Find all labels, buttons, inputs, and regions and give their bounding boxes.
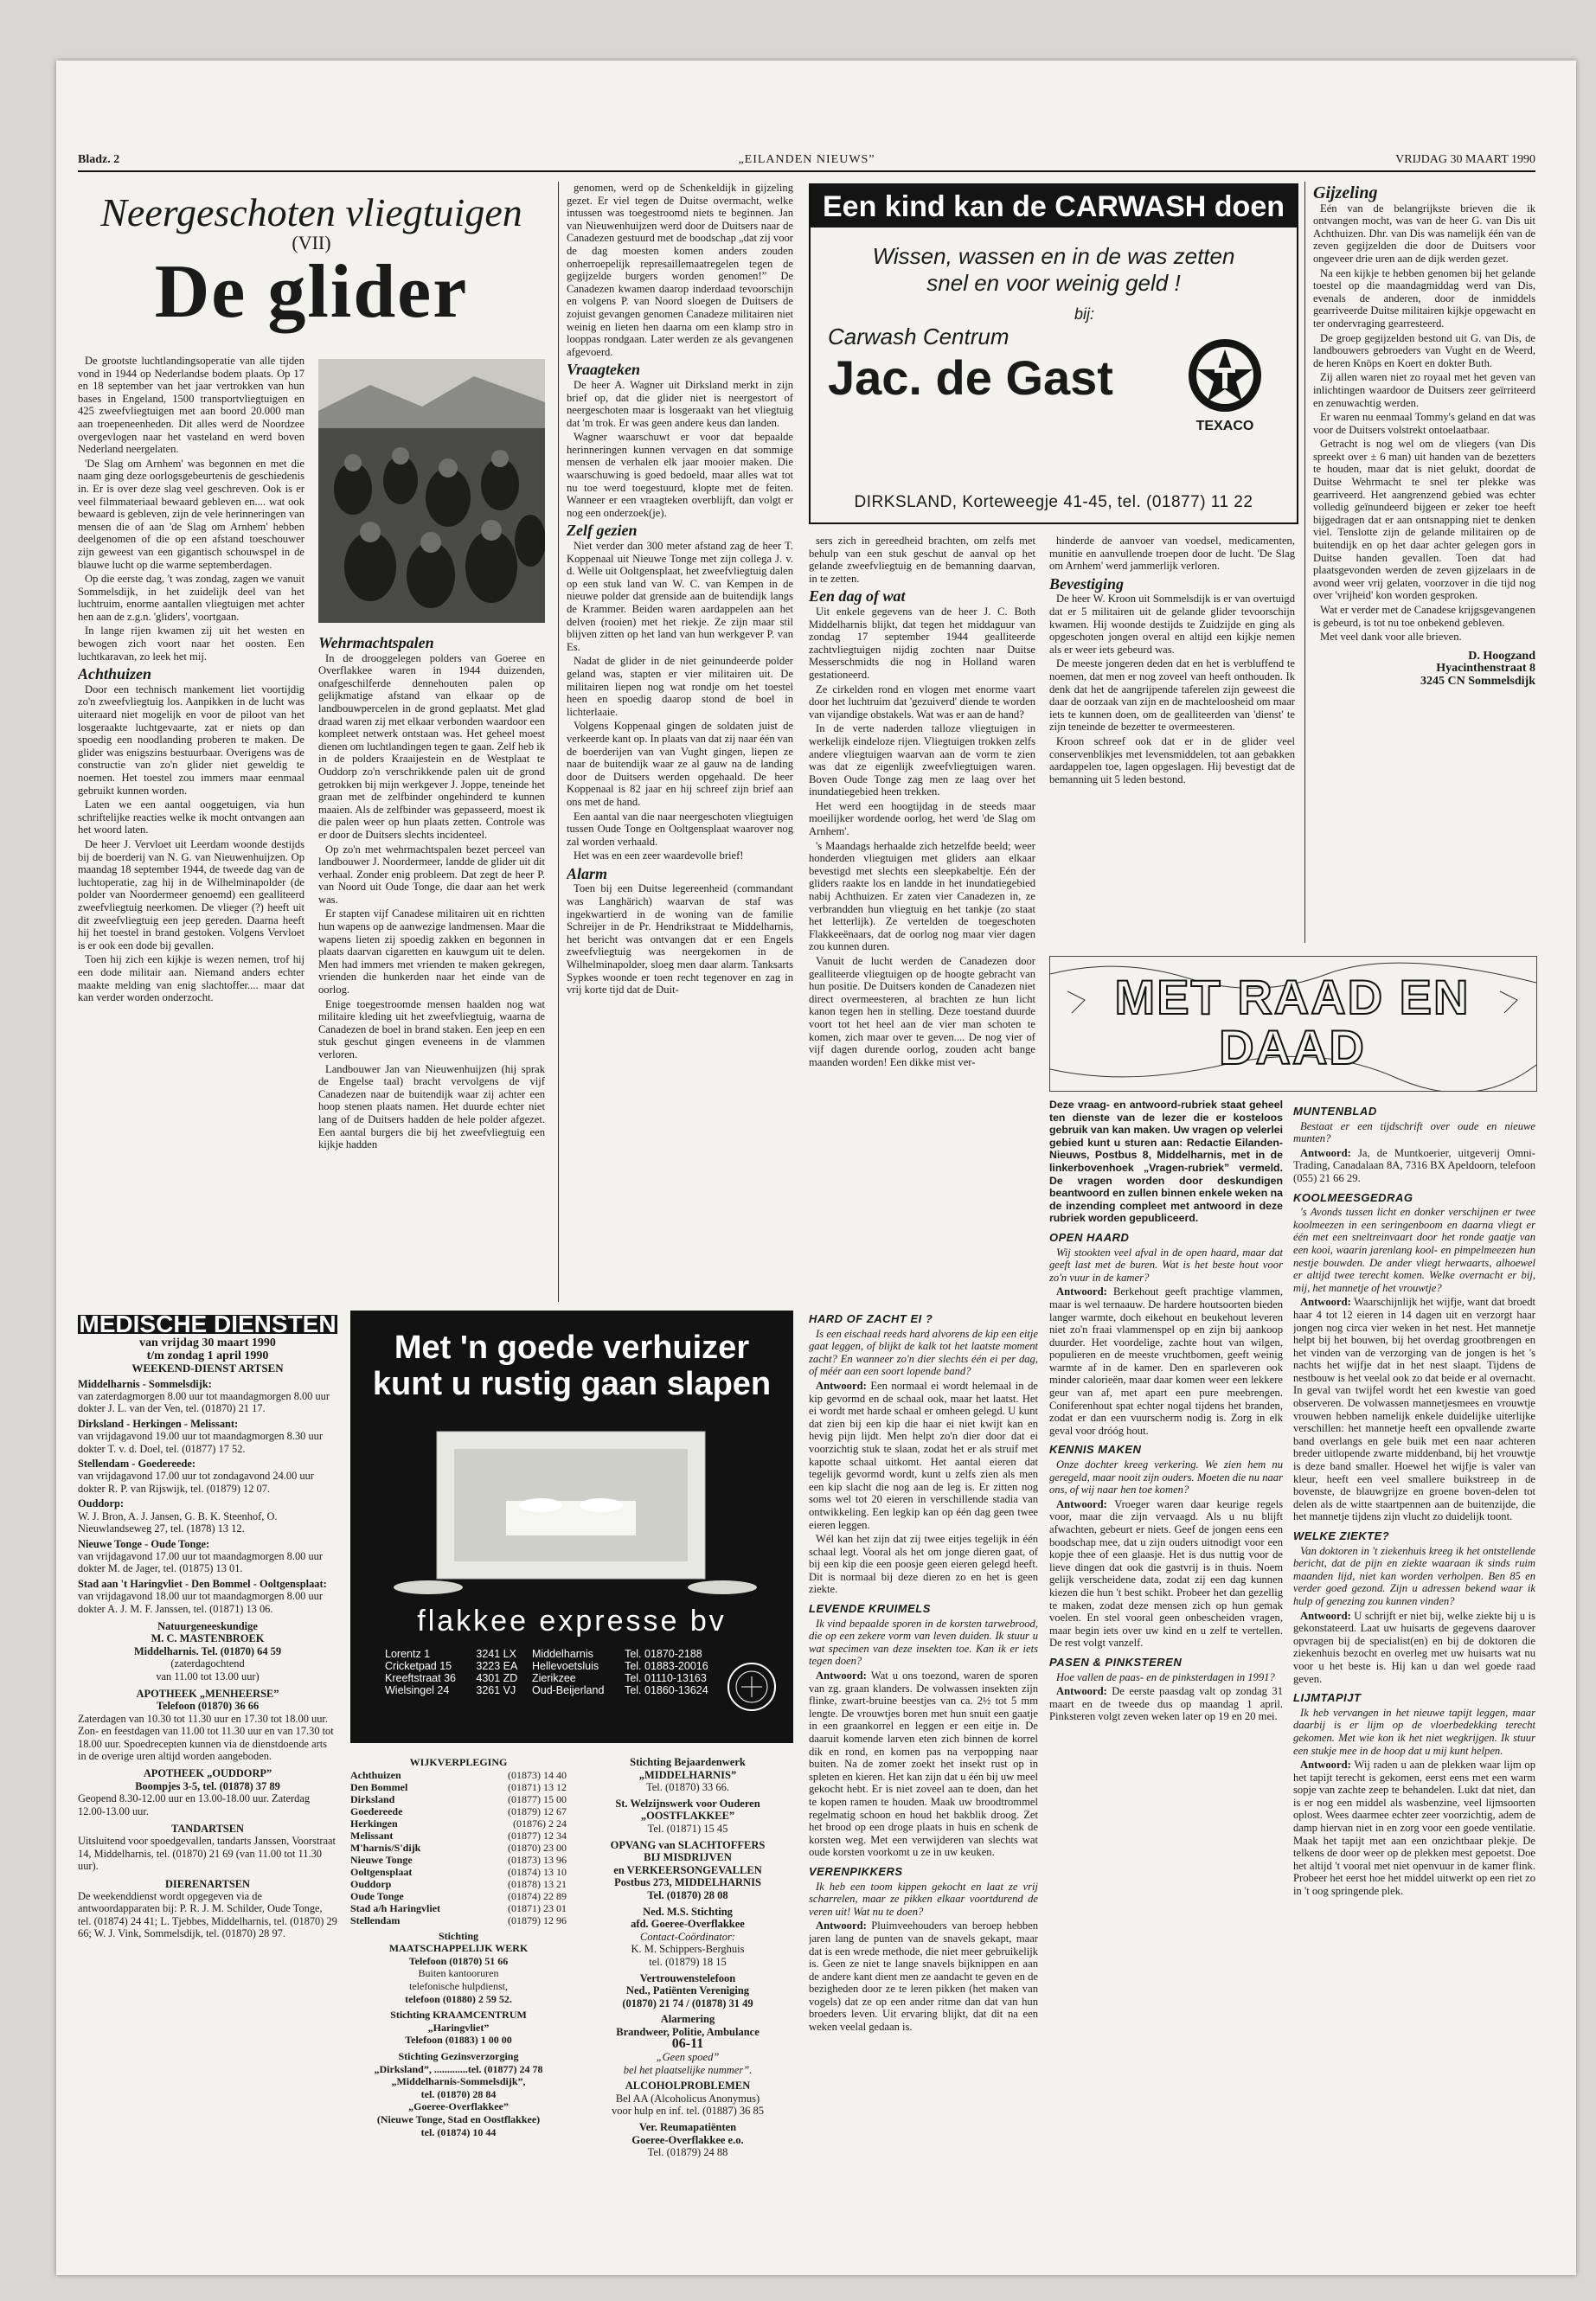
- vt-h12: Ned., Patiënten Vereniging: [625, 1984, 750, 1997]
- hulpdiensten: [580, 1756, 796, 2159]
- tandartsen-desc: Uitsluitend voor spoedgevallen, tandarts Janssen, Voorstraat 14, Middelharnis, tel. (01870) 21 69 (van 11.00 tot 11.30 uur).: [78, 1835, 336, 1873]
- qa-question: Hoe vallen de paas- en de pinksterdagen in 1991?: [1056, 1670, 1275, 1683]
- natuur-name: M. C. MASTENBROEK: [151, 1632, 265, 1645]
- verhuizer-address-cell: Tel. 01883-20016: [625, 1660, 708, 1672]
- qa-heading: LEVENDE KRUIMELS: [809, 1602, 931, 1616]
- verhuizer-ad: [350, 1311, 793, 1743]
- qa-heading: LIJMTAPIJT: [1293, 1691, 1362, 1705]
- wijk-place: Den Bommel: [350, 1780, 408, 1793]
- ms-h9: Ned. M.S. Stichting: [643, 1905, 733, 1918]
- qa-answer: Pluimveehouders van beroep hebben jaren lang de punten van de snavels gekapt, maar dat is een wrede methode, die niet meer gebruikelijk is. Geen ze niet te lange snavels bijknippen en aan de andere kant dient men ze aandacht te geven en de bezigheden door ze te leren pikken (het maken van vogels) dat ze op een ander ritme dan dat van hun broeders leven. Uit ervaring blijkt, dat dit na een weken veelal gedaan is.: [809, 1920, 1038, 2034]
- apotheek1-desc: Zaterdagen van 10.30 tot 11.30 uur en 17.30 tot 18.00 uur. Zon- en feestdagen van 11.00 tot 11.30 uur en van 17.30 tot 18.00 uur. Spoedrecepten kunnen via de dienstdoende arts in de overige uren altijd worden aangeboden.: [78, 1712, 334, 1762]
- raad-intro: Deze vraag- en antwoord-rubriek staat geheel ten dienste van de lezer die er kosteloos gebruik van kan maken. Uw vragen op velerlei gebied kunt u sturen aan: Redactie Eilanden-Nieuws, Postbus 8, Middelharnis, met in de linkerbovenhoek „Vragen-rubriek” vermeld. De vragen worden door deskundigen beantwoord en zullen binnen enkele weken na de inzending compleet met antwoord in deze rubriek worden gepubliceerd.: [1049, 1099, 1283, 1225]
- paratroopers-photo: [318, 359, 545, 623]
- article-paragraph: Een aantal van die naar neergeschoten vliegtuigen tussen Oude Tonge en Ooltgensplaat waarover nog zal worden verhaald.: [567, 810, 793, 848]
- kraam-name: „Haringvliet”: [427, 2021, 490, 2034]
- carwash-address: DIRKSLAND, Korteweegje 41-45, tel. (01877) 11 22: [854, 493, 1253, 511]
- wijk-phone: (01878) 13 21: [508, 1877, 567, 1890]
- article-part: (VII): [292, 232, 331, 253]
- wijk-row: [350, 1781, 567, 1793]
- maat-d3: telefoon (01880) 2 59 52.: [405, 1992, 512, 2005]
- wijk-phone: (01874) 13 10: [508, 1865, 567, 1878]
- article-paragraph: Vanuit de lucht werden de Canadezen door gealliteerde vliegtuigen op de hoogte gebracht van hun positie. De Duitsers konden de Canadezen niet direct overmeesteren, al brachten ze hun licht kanon tegen hen in stelling. Deze toestand duurde voort tot het heel aan de vier man schoten te komen, zich maar over te geven.... De nog vier of vijf dagen durende oorlog, zouden acht bange maanden worden! Een dikke mist ver-: [809, 955, 1035, 1068]
- article-paragraph: Door een technisch mankement liet voortijdig zo'n zweefvliegtuig los. Aanpikken in de lucht was uiteraard niet mogelijk en voor de piloot van het losgeraakte luchtgevaarte, zat er niets op dan spoedig een noodlanding proberen te maken. De glider was enigszins bestuurbaar. Overigens was de constructie van zo'n glider niet geweldig te noemen. Het toestel zou immers maar eenmaal gebruikt kunnen worden.: [78, 683, 304, 797]
- carwash-headline: Een kind kan de CARWASH doen: [811, 185, 1297, 228]
- article-paragraph: Op zo'n met wehrmachtspalen bezet perceel van landbouwer J. Noordermeer, landde de glider uit dit verhaal. Zonder enig probleem. Dat zegt de heer P. van Noord uit Oude Tonge, die daar aan het werk was.: [318, 843, 545, 906]
- gezins-m: „Middelharnis-Sommelsdijk”,: [391, 2075, 526, 2088]
- subhead-alarm: Alarm: [567, 864, 608, 882]
- wijk-phone: (01877) 12 34: [508, 1829, 567, 1842]
- wijk-phone: (01871) 23 01: [508, 1901, 567, 1914]
- subhead-wehrmacht: Wehrmachtspalen: [318, 634, 434, 651]
- verhuizer-address-cell: Tel. 01870-2188: [625, 1648, 702, 1660]
- ms-t4: tel. (01879) 18 15: [649, 1955, 727, 1968]
- dierenartsen-desc: De weekenddienst wordt opgegeven via de antwoordapparaten bij: P. R. J. M. Schilder, Oude Tonge, tel. (01874) 24 41; L. Tjebbes, Middelharnis, tel. (01870) 29 66; W. J. Vink, Sommelsdijk, tel. (01870) 28 97.: [78, 1890, 337, 1940]
- qa-answer-label: Antwoord:: [1056, 1497, 1115, 1510]
- verhuizer-address-cell: Wielsingel 24: [385, 1684, 450, 1696]
- gezins-d: „Dirksland”, .............tel. (01877) 24 78: [374, 2062, 543, 2075]
- alc-a2: voor hulp en inf. tel. (01887) 36 85: [611, 2105, 764, 2118]
- article-paragraph: In de verte naderden talloze vliegtuigen in werkelijk eindeloze rijen. Vliegtuigen trokken zelfs andere vliegtuigen waarvan aan de vorm te zien was dat ze eigenlijk zweefvliegtuigen waren. Boven Oude Tonge zag men ze laag over het inundatiegebied heen trekken.: [809, 722, 1035, 798]
- natuur-h: Natuurgeneeskundige: [157, 1619, 258, 1632]
- kraam-h: Stichting KRAAMCENTRUM: [390, 2009, 527, 2022]
- gijzeling-title: Gijzeling: [1313, 183, 1378, 202]
- opvang-h5: OPVANG van SLACHTOFFERS: [610, 1838, 766, 1851]
- vt-t5: (01870) 21 74 / (01878) 31 49: [622, 1997, 753, 2009]
- qa-answer-paragraph: [809, 1670, 1038, 1859]
- qa-question: Ik vind bepaalde sporen in de korsten tarwebrood, die op een zekere vorm van leven duiden. Ik stuur u wat specimen van deze insekten toe. Kan ik er iets tegen doen?: [809, 1617, 1038, 1668]
- qa-question: Wij stookten veel afval in de open haard, maar dat geeft last met de buren. Wat is het beste hout voor zo'n vuur in de kamer?: [1049, 1246, 1283, 1284]
- header-rule: [78, 170, 1535, 172]
- wijk-row: [350, 1793, 567, 1805]
- verhuizer-address-row: [385, 1672, 731, 1684]
- alc-h16: ALCOHOLPROBLEMEN: [625, 2080, 751, 2093]
- bejaard-h4: „OOSTFLAKKEE”: [640, 1810, 735, 1823]
- column-rule: [558, 182, 559, 1302]
- qa-heading: HARD OF ZACHT EI ?: [809, 1312, 933, 1325]
- article-paragraph: Er stapten vijf Canadese militairen uit en richtten hun wapens op de aanwezige landmensen. Maar die wapens lieten zij spoedig zakken en begonnen in plaats daarvan cigaretten en kauwgum uit te delen. Men had immers met vrienden te maken gekregen, vrienden die hunkerden naar het einde van de oorlog.: [318, 907, 545, 997]
- article-paragraph: Enige toegestroomde mensen haalden nog wat militaire kleding uit het zweefvliegtuig, waarna de Canadezen de boel in brand staken. Een jeep en een stuk geschut gingen eveneens in de vlammen verloren.: [318, 997, 545, 1061]
- med-entry-text: van vrijdagavond 18.00 uur tot maandagmorgen 8.00 uur dokter A. J. M. F. Janssen, tel. (01871) 13 06.: [78, 1590, 323, 1615]
- medische-diensten: [78, 1311, 337, 2245]
- raad-logo-text: MET RAAD EN DAAD: [1114, 970, 1471, 1074]
- qa-answer-label: Antwoord:: [1300, 1609, 1355, 1622]
- qa-question: Onze dochter kreeg verkering. We zien hem nu geregeld, maar nooit zijn ouders. Moeten die nu naar ons, of wij naar hen toe komen?: [1049, 1458, 1283, 1497]
- column-rule-2: [1304, 182, 1305, 943]
- qa-question: Is een eischaal reeds hard alvorens de kip een eitje gaat leggen, of blijkt de kalk tot het laatste moment zacht? En wanneer zo'n dier slechts één ei per dag, of méér aan een soort lopende band?: [809, 1327, 1038, 1378]
- article-paragraph: De grootste luchtlandingsoperatie van alle tijden vond in 1944 op Nederlandse bodem plaats. Op 17 en 18 september van het jaar vertrokken van hun bases in Engeland, 1500 transportvliegtuigen en 425 zweefvliegtuigen met aan boord 20.000 man aan troepeneenheden. Dit alles werd de Noordzee overgevlogen naar het vasteland en werd boven Nederland neergelaten.: [78, 355, 304, 456]
- article-paragraph: Ze cirkelden rond en vlogen met enorme vaart door het luchtruim dat 'gezuiverd' diende te worden van vijandige obstakels. Wat was er aan de hand?: [809, 683, 1035, 721]
- article-paragraph: Het werd een hoogtijdag in de steeds maar moeilijker wordende oorlog, het werd 'de Slag om Arnhem'.: [809, 799, 1035, 838]
- qa-answer: U schrijft er niet bij, welke ziekte bij u is gekonstateerd. Laat uw huisarts de gegevens daarover opvragen bij de specialist(en) en bij de doktoren die ziekenhuis bezocht en overleg met uw huisarts wat nu voor u het beste is. Hij kan u dan wel goede raad geven.: [1293, 1609, 1535, 1685]
- issue-date: VRIJDAG 30 MAART 1990: [1395, 153, 1535, 166]
- subhead-zelf-gezien: Zelf gezien: [567, 522, 638, 540]
- dierenartsen-h: DIERENARTSEN: [164, 1877, 251, 1890]
- qa-answer-paragraph: [809, 1380, 1038, 1531]
- verhuizer-address-row: [385, 1648, 731, 1660]
- apotheek2-h: APOTHEEK „OUDDORP”: [143, 1767, 272, 1780]
- wijk-row: [350, 1817, 567, 1830]
- qa-question: Ik heb een toom kippen gekocht en laat ze vrij scharrelen, maar ze pikken elkaar voortdurend de veren uit! Wat nu te doen?: [809, 1880, 1038, 1918]
- reuma-h18: Goeree-Overflakkee e.o.: [631, 2133, 744, 2146]
- gezins-h: Stichting Gezinsverzorging: [398, 2049, 519, 2062]
- qa-answer-label: Antwoord:: [1300, 1296, 1355, 1309]
- qa-answer-label: Antwoord:: [1056, 1285, 1113, 1298]
- medische-date-2: t/m zondag 1 april 1990: [146, 1349, 269, 1362]
- ms-c1: Contact-Coördinator:: [640, 1930, 735, 1943]
- qa-answer-paragraph: [1293, 1296, 1535, 1523]
- wijk-row: [350, 1914, 567, 1926]
- natuur-tel: Middelharnis. Tel. (01870) 64 59: [133, 1644, 282, 1657]
- wijk-phone: (01874) 22 89: [508, 1889, 567, 1902]
- carwash-ad: [809, 183, 1298, 524]
- reuma-h17: Ver. Reumapatiënten: [638, 2121, 737, 2134]
- article-paragraph: Landbouwer Jan van Nieuwenhuijzen (hij sprak de Engelse taal) bracht vervolgens de vijf Canadezen naar de buitendijk waar zij achter een hoop stenen plaats namen. Het duurde echter niet lang of de Duitsers hadden de hele polder afgezet. Een aantal burgers die bij het zweefvliegtuig een kijkje hadden: [318, 1062, 545, 1151]
- wijk-place: Stad a/h Haringvliet: [350, 1901, 441, 1914]
- natuur-u: van 11.00 tot 13.00 uur): [156, 1670, 260, 1682]
- article-paragraph: 's Maandags herhaalde zich hetzelfde beeld; weer honderden vliegtuigen met gliders aan elkaar bevestigd met slechts een sleepkabeltje. Eén der gliders raakte los en landde in het inundatiegebied nabij Achthuizen. Er zaten vier Canadezen in, ze verbrandden hun vliegtuig en het tankje (zo staat het letterlijk). Ze vertelden de toegeschoten Flakkeeënaars, dat de oorlog nog maar vier dagen zou kunnen duren.: [809, 839, 1035, 953]
- wijk-place: Goedereede: [350, 1804, 403, 1817]
- wijk-place: Nieuwe Tonge: [350, 1853, 413, 1866]
- article-paragraph: De heer A. Wagner uit Dirksland merkt in zijn brief op, dat die glider niet is neergestort of neergeschoten maar is losgeraakt van het vliegtuig dat 'm trok. Er was geen andere keus dan landen.: [567, 378, 793, 429]
- apotheek2-desc: Geopend 8.30-12.00 uur en 13.00-18.00 uur. Zaterdag 12.00-13.00 uur.: [78, 1792, 311, 1817]
- wijk-place: Ouddorp: [350, 1877, 392, 1890]
- gijzeling-paragraph: Zij allen waren niet zo royaal met het geven van inlichtingen waardoor de Duitsers zeer geïrriteerd en zenuwachtig werden.: [1313, 371, 1535, 409]
- gijzeling-column: [1313, 182, 1535, 943]
- qa-answer-paragraph: [1049, 1685, 1283, 1723]
- wijk-phone: (01870) 23 00: [508, 1841, 567, 1854]
- qa-answer-label: Antwoord:: [1300, 1759, 1355, 1772]
- maat-h: Stichting: [438, 1929, 478, 1942]
- texaco-brand: TEXACO: [1195, 419, 1254, 433]
- verhuizer-address-cell: 3261 VJ: [476, 1684, 516, 1696]
- natuur-s: (zaterdagochtend: [170, 1657, 245, 1670]
- alarm-q1: „Geen spoed”: [656, 2051, 720, 2064]
- wijk-place: Stellendam: [350, 1913, 401, 1926]
- wijk-phone: (01871) 13 12: [508, 1780, 567, 1793]
- qa-answer: De eerste paasdag valt op zondag 31 maart en de tweede dus op maandag 1 april. Pinksteren volgt zeven weken later op 19 en 20 mei.: [1049, 1685, 1283, 1723]
- maat-name: MAATSCHAPPELIJK WERK: [388, 1942, 529, 1955]
- verhuizer-address-cell: Tel. 01860-13624: [625, 1684, 708, 1696]
- alarm-h13: Alarmering: [660, 2013, 715, 2026]
- gijzeling-paragraph: De groep gegijzelden bestond uit G. van Dis, de landbouwers gebroeders van Vught en de Weerd, de heren Knöps en Koert en dokter Buth.: [1313, 331, 1535, 369]
- article-col-4: [809, 535, 1035, 1300]
- subhead-achthuizen: Achthuizen: [78, 665, 152, 683]
- carwash-bij: bij:: [1074, 305, 1095, 323]
- ms-c2: K. M. Schippers-Berghuis: [631, 1943, 745, 1956]
- bejaard-t2: Tel. (01871) 15 45: [647, 1822, 728, 1835]
- wijk-phone: (01879) 12 96: [508, 1913, 567, 1926]
- opvang-t3: Tel. (01870) 28 08: [647, 1888, 728, 1901]
- qa-answer: Wij raden u aan de plekken waar lijm op het tapijt terecht is gekomen, eerst eens met een warm sopje van zachte zeep te behandelen. Lukt dat niet, dan is er nog een middel als wasbenzine, veel lijmsoorten oplost. Wees daarmee echter zeer voorzichtig, adem de damp hiervan niet in en zorg voor een goede ventilatie. Maak het tapijt met aan een onzichtbaar plekje. De telkens de door weer op de plekken mest gepoetst. Doe het altijd 't vooral met niet openvuur in de kamer flink. Probeer het eerst hoe het middel uitwerkt op een riet zo in 't oog springende plek.: [1293, 1759, 1535, 1898]
- article-col-3: [567, 182, 793, 1302]
- qa-heading: MUNTENBLAD: [1293, 1105, 1377, 1118]
- kraam-tel: Telefoon (01883) 1 00 00: [405, 2034, 512, 2047]
- article-col-1: [78, 355, 304, 1298]
- qa-heading: PASEN & PINKSTEREN: [1049, 1655, 1183, 1669]
- carwash-tagline-1: Wissen, wassen en in de was zetten: [872, 243, 1235, 269]
- wijk-phone: (01879) 12 67: [508, 1804, 567, 1817]
- wijkverpleging: [350, 1756, 567, 2138]
- carwash-tagline-2: snel en voor weinig geld !: [926, 270, 1181, 296]
- article-col-2: [318, 631, 545, 1298]
- article-paragraph: Wagner waarschuwt er voor dat bepaalde herinneringen kunnen vervagen en dat sommige mensen de verhalen elk jaar mooier maken. Die waarschuwing is goed bedoeld, maar alles wat tot nu toe werd toegestuurd, klopte met de feiten. Wanneer er een vraagteken overblijft, dan volgt er nog een onderzoek(je).: [567, 431, 793, 519]
- vt-h11: Vertrouwenstelefoon: [639, 1971, 736, 1984]
- wijk-place: M'harnis/S'dijk: [350, 1841, 421, 1854]
- article-title: Neergeschoten vliegtuigen: [100, 190, 522, 234]
- reuma-t6: Tel. (01879) 24 88: [647, 2146, 728, 2159]
- article-paragraph: In lange rijen kwamen zij uit het westen en bewogen zich voort naar het oosten. Een luchtkaravan, zo leek het mij.: [78, 625, 304, 663]
- apotheek1-h: APOTHEEK „MENHEERSE”: [136, 1687, 279, 1700]
- gezins-mt: tel. (01870) 28 84: [420, 2087, 497, 2100]
- page-number: Bladz. 2: [78, 153, 120, 166]
- qa-heading: OPEN HAARD: [1049, 1230, 1130, 1244]
- qa-answer-label: Antwoord:: [816, 1920, 872, 1932]
- article-paragraph: Op die eerste dag, 't was zondag, zagen we vanuit Sommelsdijk, in het zuidelijk deel van het luchtruim, enorme aantallen vliegtuigen met achter hen aan de z.g.n. 'gliders', voortgaan.: [78, 573, 304, 623]
- verhuizer-seal-icon: [726, 1661, 778, 1717]
- verhuizer-headline-2: kunt u rustig gaan slapen: [372, 1366, 772, 1402]
- subhead-vraagteken: Vraagteken: [567, 361, 641, 379]
- subhead-een-dag: Een dag of wat: [809, 587, 906, 606]
- alarm-h14: Brandweer, Politie, Ambulance: [616, 2025, 760, 2038]
- verhuizer-address-cell: Hellevoetsluis: [532, 1660, 599, 1672]
- paper-name: „EILANDEN NIEUWS”: [738, 153, 875, 166]
- qa-answer-label: Antwoord:: [816, 1379, 871, 1392]
- qa-answer-label: Antwoord:: [816, 1670, 871, 1682]
- opvang-h7: en VERKEERSONGEVALLEN: [613, 1863, 762, 1876]
- med-entry-text: W. J. Bron, A. J. Jansen, G. B. K. Steenhof, O. Nieuwlandseweg 27, tel. (1878) 13 12.: [78, 1509, 278, 1535]
- alarm-q2: bel het plaatselijke nummer”.: [623, 2063, 753, 2076]
- med-entry-text: van vrijdagavond 17.00 uur tot maandagmorgen 8.00 uur dokter M. de Jager, tel. (01875) 13 01.: [78, 1549, 323, 1575]
- gijzeling-paragraph: Eén van de belangrijkste brieven die ik ontvangen mocht, was van de heer G. van Dis uit Achthuizen. Dhr. van Dis was namelijk één van de zeven gegijzelden die door de Duitsers voor ongeveer drie uren aan de dijk werden gezet.: [1313, 202, 1535, 265]
- verhuizer-address-cell: Tel. 01110-13163: [625, 1672, 707, 1684]
- bejaard-h3: St. Welzijnswerk voor Ouderen: [615, 1797, 760, 1810]
- gijzeling-paragraph: Na een kijkje te hebben genomen bij het gelande toestel op die maandagmiddag werd van Dis, evenals de anderen, door de inmiddels gearriveerde Duitse militairen kijkje opgewacht en ter ondervraging gearresteerd.: [1313, 266, 1535, 330]
- verhuizer-address-row: [385, 1684, 731, 1696]
- truck-bed-icon: [376, 1423, 767, 1596]
- article-paragraph: Nadat de glider in de niet geinundeerde polder geland was, stapten er vier militairen uit. De militairen liepen nog wat rondje om het toestel heen en spoedig daarop stond de boel in lichterlaaie.: [567, 655, 793, 718]
- verhuizer-address-cell: Oud-Beijerland: [532, 1684, 605, 1696]
- bejaard-h2: „MIDDELHARNIS”: [638, 1768, 737, 1781]
- qa-heading: KOOLMEESGEDRAG: [1293, 1190, 1413, 1204]
- med-entry-text: van zaterdagmorgen 8.00 uur tot maandagmorgen 8.00 uur dokter J. L. van der Ven, tel. (01870) 21 17.: [78, 1390, 330, 1415]
- verhuizer-brand: flakkee expresse bv: [417, 1605, 727, 1638]
- qa-answer-paragraph: [1293, 1147, 1535, 1185]
- wijk-place: Achthuizen: [350, 1768, 401, 1781]
- verhuizer-address-cell: 3223 EA: [476, 1660, 518, 1672]
- bejaard-t1: Tel. (01870) 33 66.: [646, 1781, 729, 1794]
- verhuizer-address-cell: Kreeftstraat 36: [385, 1672, 456, 1684]
- tandartsen-h: TANDARTSEN: [170, 1823, 245, 1836]
- texaco-star-icon: [1186, 336, 1264, 414]
- signature-city: 3245 CN Sommelsdijk: [1420, 674, 1535, 688]
- article-paragraph: Laten we een aantal ooggetuigen, via hun schriftelijke reacties welke ik mocht ontvangen aan het woord laten.: [78, 798, 304, 836]
- wijk-phone: (01873) 14 40: [508, 1768, 567, 1781]
- opvang-h8: Postbus 273, MIDDELHARNIS: [614, 1876, 761, 1889]
- qa-answer: Berkehout geeft prachtige vlammen, maar is wel ternaauw. De hardere houtsoorten bieden langer warmte, doch eikehout en beukehout leveren niet zo'n fraai vlammenspel op en zijn bij aankoop duurder. Het voordelige, zachte hout van wilgen, populieren en de meeste vruchtbomen, geeft weinig warmte af in de kamer. Den en sparleveren ook minder calorieën, maar daar komen weer een lekkere geur van af, met apart een pure meebrengen. Coniferenhout spat echter nogal tijdens het branden, zodat er dan een vuurscherm nodig is. Zorg in elk geval voor dróóg hout.: [1049, 1285, 1283, 1437]
- article-paragraph: De heer W. Kroon uit Sommelsdijk is er van overtuigd dat er 5 militairen uit de gelande glider tevoorschijn kwamen. Hij woonde destijds te Zuidzijde en ging als opgeschoten jongen overal en altijd een kijkje nemen als er weer iets gebeurd was.: [1049, 593, 1295, 656]
- wijk-row: [350, 1805, 567, 1817]
- article-paragraph: Toen bij een Duitse legereenheid (commandant was Langhärich) waarvan de staf was ingekwartierd in de woning van de familie Schreijer in de Pr. Hendrikstraat te Middelharnis, het bericht was ontvangen dat er een Engels zweefvliegtuig was neergekomen in de Wilhelminapolder, sloeg men daar alarm. Tanksarts Sypkes woonde er toen recht tegenover en zag in vrij korte tijd dat de Duit-: [567, 882, 793, 997]
- wijk-phone: (01873) 13 96: [508, 1853, 567, 1866]
- gezins-g: „Goeree-Overflakkee”: [408, 2100, 509, 2113]
- alc-a1: Bel AA (Alcoholicus Anonymus): [615, 2092, 760, 2105]
- qa-heading: WELKE ZIEKTE?: [1293, 1529, 1390, 1542]
- med-entry-heading: Stad aan 't Haringvliet - Den Bommel - Ooltgensplaat:: [78, 1577, 327, 1590]
- verhuizer-address-cell: Cricketpad 15: [385, 1660, 452, 1672]
- qa-question: 's Avonds tussen licht en donker verschijnen er twee koolmeezen in een seringenboom en daarna vliegt er één met een sneltreinvaart door het ronde gaatje van een kooi, waarin jarenlang kool- en pimpelmeezen hun nestje bouwden. De ander vliegt herwaarts, alhoewel er altijd twee terecht komen. Welke overnacht er bij, mij, het mannetje of het vrouwtje?: [1293, 1206, 1535, 1294]
- wijk-phone: (01876) 2 24: [513, 1817, 567, 1830]
- qa-answer-paragraph: [809, 1920, 1038, 2033]
- qa-answer-paragraph: [1293, 1759, 1535, 1898]
- verhuizer-address-cell: Lorentz 1: [385, 1648, 431, 1660]
- wijk-row: [350, 1890, 567, 1902]
- wijk-row: [350, 1842, 567, 1854]
- subhead-bevestiging: Bevestiging: [1049, 574, 1124, 593]
- article-paragraph: Niet verder dan 300 meter afstand zag de heer T. Koppenaal uit Nieuwe Tonge met zijn collega J. v. d. Welle uit Ooltgensplaat, het zweefvliegtuig dalen op een stuk land van W. C. van Kempen in de nieuwe polder dat grenside aan de buitendijk langs de Krammer. Beiden waren aardappelen aan het delven (rooien) met het riekje. Ze zijn maar stil blijven zitten op het land van hun werkgever P. van Es.: [567, 540, 793, 653]
- med-entry-text: van vrijdagavond 17.00 uur tot zondagavond 24.00 uur dokter R. P. van Rijswijk, tel. (01879) 12 07.: [78, 1470, 314, 1495]
- qa-answer: Vroeger waren daar keurige regels voor, maar die zijn vervaagd. Als u nu blijft afwachten, gebeurt er niets. Geef de jongen eens een boodschap mee, dat u zijn ouders uitnodigt voor een kopje thee of een glaasje. Het is dus nuttig voor de lieve dingen dat ook die gastvrij is in thuis. Noem gelijk verscheidene data, zodat zij een dag kunnen kiezen die hun 't best schikt. Probeer het dan gezellig te maken, zodat deze mensen zich op hun gemak voelen. En stel vooral geen onbescheiden vragen, maar begin iets over uw kind en u zelf te vertellen. De rest volgt vanzelf.: [1049, 1497, 1283, 1650]
- article-col-5: [1049, 535, 1295, 950]
- verhuizer-address-cell: Zierikzee: [532, 1672, 576, 1684]
- article-paragraph: Volgens Koppenaal gingen de soldaten juist de verkeerde kant op. In plaats van dat zij naar één van de boerderijen van van Vught gingen, liepen ze naar de buitendijk waar ze al gauw na de landing door de Duitsers werden opgehaald. De heer Koppenaal is 82 jaar en hij schreef zijn brief aan ons met de hand.: [567, 720, 793, 808]
- raad-col-1: [809, 1306, 1038, 2249]
- gijzeling-paragraph: Met veel dank voor alle brieven.: [1320, 631, 1462, 644]
- verhuizer-address-cell: Middelharnis: [532, 1648, 593, 1660]
- article-paragraph: De meeste jongeren deden dat en het is verbluffend te noemen, dat men er nog zoveel van heeft onthouden. Ik denk dat het de aangrijpende taferelen zijn geweest die daar de oorzaak van zijn en de machteloosheid om maar iets te kunnen doen, om de gealliteerden van 'dienst' te zijn teneinde de bezetter te overmeesteren.: [1049, 657, 1295, 734]
- wijk-place: Ooltgensplaat: [350, 1865, 413, 1878]
- article-paragraph: In de drooggelegen polders van Goeree en Overflakkee waren in 1944 duizenden, onafgeschilferde dennehouten palen op gelijkmatige afstand van elkaar op de landbouwpercelen in de grond geplaatst. Met glad draad waren zij met elkaar verbonden waardoor een kompleet netwerk ontstaan was. Het geheel moest dienen om luchtlandingen tegen te gaan. Zelf heb ik in de polders Kraaijestein en de Westplaat te Ouddorp zo'n verschrikkende palen uit de grond getrokken bij mijn werkgever J. Joppe, teneinde het graan met de zelfbinder ongehinderd te kunnen maaien. Als de zelfbinder was gepasseerd, moest ik die palen weer op hun plaats zetten. Controle was er door de Duitsers slechts incidenteel.: [318, 651, 545, 841]
- newspaper-page: [56, 61, 1576, 2275]
- signature-address: Hyacinthenstraat 8: [1436, 662, 1535, 676]
- qa-answer: Wat u ons toezond, waren de sporen van zg. graan klanders. De volwassen insekten zijn flinke, zwart-bruine beestjes van ca. 2½ tot 5 mm lengte. De vrouwtjes boren met hun snuit een gaatje in een graankorrel en leggen er een eitje in. De daaruit komende larven eten zich binnen de korrel dik en rond, en komen pas na verpopping naar buiten. Na de zomer zoekt het insekt rust op in spleten en kieren. Het kan zijn dat u één bij uw meel gekocht hebt. Er is niet zoveel aan te doen, dan het te kopen ramen te houden. Maak uw broodtrommel regelmatig schoon en houd het bakblik droog. Zet het brood op een droge plaats in huis en schenk de korsten weg. Met een verwijderen van slechts wat oude korsten voorkomt u ze in uw keuken.: [809, 1670, 1038, 1859]
- verhuizer-address-row: [385, 1660, 731, 1672]
- med-entry-heading: Stellendam - Goedereede:: [78, 1458, 196, 1471]
- maat-d1: Buiten kantooruren: [418, 1967, 499, 1980]
- qa-heading: KENNIS MAKEN: [1049, 1443, 1142, 1457]
- medische-date-1: van vrijdag 30 maart 1990: [139, 1336, 276, 1350]
- medische-title: MEDISCHE DIENSTEN: [79, 1311, 337, 1337]
- raad-col-2: [1049, 1099, 1283, 2249]
- opvang-h6: BIJ MISDRIJVEN: [644, 1851, 732, 1864]
- med-entry-heading: Ouddorp:: [78, 1497, 125, 1510]
- article-paragraph: De heer J. Vervloet uit Leerdam woonde destijds bij de boerderij van N. G. van Nieuwenhuijzen. Op maandag 18 september 1944, de tweede dag van de luchtoperatie, zag hij in de Wilhelminapolder (de polder van Noordermeer genoemd) een gealliteerd zweefvliegtuig neerkomen. De vlieger (?) heeft uit dit zweefvliegtuig een jeep gereden. Daarna heeft hij het toestel in brand gestoken. Volgens Vervloet is er ook een dode bij gevallen.: [78, 837, 304, 952]
- wijk-row: [350, 1866, 567, 1878]
- article-paragraph: sers zich in gereedheid brachten, om zelfs met behulp van een stuk geschut de aanval op het gelande zweefvliegtuig en de bemanning daarvan, in te zetten.: [809, 535, 1035, 585]
- gijzeling-paragraph: Er waren nu eenmaal Tommy's geland en dat was voor de Duitsers volstrekt ontoelaatbaar.: [1313, 411, 1535, 436]
- article-subtitle: De glider: [154, 249, 469, 334]
- qa-answer: Een normaal ei wordt helemaal in de kip gevormd en de schaal ook, maar het laatst. Het ei wordt met harde schaal er omheen gelegd. U kunt dat zien bij een kip die haar ei niet kwijt kan en hevig pijn lijdt. Men helpt zo'n dier door dat ei voorzichtig stuk te slaan, zodat het er als struif met kapotte schaal uitkomt. Het aantal eieren dat tegelijk gevormd wordt, kunt u zelfs zien als men een kip slacht die nog aan de leg is. Er zitten nog soms wel tot 20 eieren in verschillende stadia van ontwikkeling. Een legkip kan op één dag geen twee eieren leggen.: [809, 1379, 1038, 1531]
- article-paragraph: Kroon schreef ook dat er in de glider veel conservenblikjes met levensmiddelen, tot aan gebakken aardappelen toe, lagen opgeslagen. Hij bevestigt dat de bemanning uit 5 leden bestond.: [1049, 734, 1295, 785]
- gijzeling-paragraph: Getracht is nog wel om de vliegers (van Dis spreekt over ± 6 man) uit handen van de bezetters te houden, maar dat is niet gelukt, doordat de Duitse Wehrmacht te snel ter plekke was gearriveerd. Het aangrenzend gebied was echter volledig geïnundeerd bijgeen er zeker toe heeft bijgedragen dat er aan ontsnapping niet te denken viel. Tenslotte zijn de gelande militairen op de buitendijk en op het daar achter gelegen gors in Duitse handen gevallen. Toen dat had plaatsgevonden werden de zeven gijzelaars in de avond weer vrij gelaten, voorzover in die tijd nog over 'vrijheid' kon worden gesproken.: [1313, 438, 1535, 602]
- qa-answer: Waarschijnlijk het wijfje, want dat broedt haar 4 tot 12 eieren in 14 dagen uit en verzorgt haar jongen nog circa vier weken in het nest. Het mannetje helpt bij het bouwen, bij het overdag grootbrengen en het vinden van de verzorging van de jongen is het 's nachts het wijfje dat in het nest slaapt. Tijdens de nestbouw is het veelal ook zo dat beide er al overnacht. In geval van twijfel wordt het een kwestie van goed observeren. De volwassen mannetjesmees en vrouwtje vrouwen hebben namelijk enkele duidelijke uiterlijke verschillen: het mannetje heeft een opvallende zwarte band overlangs en gele buik met een naar achteren breder uitlopende zwarte middenband, bij het vrouwtje is deze band smaller. Hoewel het wijfje is valer van kleur, heeft een veel smallere buikstreep in de bovenste, de blauwgrijze en groene boven-delen tot delen als de witte staartpennen aan de buitenzijde, die het mannetje tijdens zijn vlucht zo duidelijk toont.: [1293, 1296, 1535, 1523]
- wijk-place: Oude Tonge: [350, 1889, 404, 1902]
- gijzeling-paragraph: Wat er verder met de Canadese krijgsgevangenen is gebeurd, is tot nu toe onbekend gebleven.: [1313, 604, 1535, 629]
- qa-answer-paragraph: [1293, 1610, 1535, 1686]
- article-paragraph: hinderde de aanvoer van voedsel, medicamenten, munitie en aanvullende troepen door de lucht. 'De Slag om Arnhem' werd jammerlijk verloren.: [1049, 535, 1295, 573]
- wijk-row: [350, 1854, 567, 1866]
- wijk-row: [350, 1878, 567, 1890]
- qa-question: Ik heb vervangen in het nieuwe tapijt leggen, maar daarbij is er lijm op de vloerbedekking terecht gekomen. Met wie kon ik het niet wegkrijgen. Ik stuur een stukje mee in de hoop dat u mij kunt helpen.: [1293, 1706, 1535, 1757]
- article-paragraph: Het was en een zeer waardevolle brief!: [574, 849, 744, 862]
- apotheek2-tel: Boompjes 3-5, tel. (01878) 37 89: [135, 1779, 280, 1792]
- qa-answer: Ja, de Muntkoerier, uitgeverij Omni-Trading, Canadalaan 8A, 7316 BX Apeldoorn, telefoon (055) 21 66 29.: [1293, 1146, 1535, 1184]
- qa-answer-label: Antwoord:: [1056, 1685, 1112, 1698]
- gezins-gt: tel. (01874) 10 44: [420, 2125, 497, 2138]
- qa-question: Van doktoren in 't ziekenhuis kreeg ik het ontstellende bericht, dat de pijn en ziekte waaraan ik sinds ruim maanden lijd, niet kan worden verholpen. Ben 85 en verder goed gezond. Zijn u adressen bekend waar ik hulp of genezing zou kunnen vinden?: [1293, 1544, 1535, 1607]
- verhuizer-addresses: [385, 1648, 731, 1696]
- alarm-h15: 06-11: [671, 2036, 704, 2052]
- carwash-name: Jac. de Gast: [828, 350, 1113, 405]
- article-paragraph: Toen hij zich een kijkje is wezen nemen, trof hij een dode militair aan. Niemand anders echter maakte melding van enig slachtoffer.... maar dat kan verder worden onderzocht.: [78, 953, 304, 1004]
- raad-logo: [1049, 956, 1537, 1092]
- wijk-title: WIJKVERPLEGING: [409, 1756, 508, 1768]
- qa-answer-paragraph: [1049, 1498, 1283, 1650]
- wijk-place: Herkingen: [350, 1817, 398, 1830]
- article-paragraph: Uit enkele gegevens van de heer J. C. Both Middelharnis blijkt, dat tegen het middaguur van zondag 17 september 1944 gealliteerde zachtvliegtuigen nijdig zochten naar Duitse Messerschmidts die nog in Holland waren gestationeerd.: [809, 605, 1035, 681]
- wijk-row: [350, 1830, 567, 1842]
- verhuizer-address-cell: 3241 LX: [476, 1648, 516, 1660]
- bejaard-h1: Stichting Bejaardenwerk: [630, 1756, 746, 1768]
- signature-name: D. Hoogzand: [1468, 649, 1535, 663]
- med-entry-heading: Middelharnis - Sommelsdijk:: [78, 1377, 212, 1390]
- med-entry-heading: Nieuwe Tonge - Oude Tonge:: [78, 1537, 210, 1550]
- qa-answer-extra: Wél kan het zijn dat zij twee eitjes tegelijk in één schaal legt. Vooral als het om jonge dieren gaat, of bij een kip die een poosje geen eieren gelegd heeft. Dit is normaal bij deze dieren zo en het is geen ziekte.: [809, 1533, 1038, 1596]
- verhuizer-headline-1: Met 'n goede verhuizer: [394, 1330, 750, 1366]
- med-entry-heading: Dirksland - Herkingen - Melissant:: [78, 1417, 239, 1430]
- article-title-block: [78, 190, 545, 343]
- article-paragraph: 'De Slag om Arnhem' was begonnen en met die naam ging deze oorlogsgebeurtenis de geschiedenis in. Er is over deze slag veel geschreven. Ook is er veel filmmateriaal bewaard gebleven en.... wat ook bewaard is gebleven, zijn de vele herinneringen van mensen die of aan 'de Slag om Arnhem' hebben deelgenomen of die op een afstand toeschouwer zijn geweest van een gigantisch schouwspel in de blauwe lucht op die warme septemberdagen.: [78, 457, 304, 571]
- carwash-centrum: Carwash Centrum: [828, 324, 1010, 349]
- texaco-logo: [1177, 336, 1272, 434]
- verhuizer-address-cell: 4301 ZD: [476, 1672, 518, 1684]
- maat-d2: telefonische hulpdienst,: [409, 1979, 508, 1992]
- wijk-row: [350, 1769, 567, 1781]
- ms-h10: afd. Goeree-Overflakkee: [631, 1918, 745, 1931]
- med-entry-text: van vrijdagavond 19.00 uur tot maandagmorgen 8.30 uur dokter T. v. d. Doel, tel. (01877) 17 52.: [78, 1430, 323, 1455]
- wijk-phone: (01877) 15 00: [508, 1792, 567, 1805]
- wijk-place: Melissant: [350, 1829, 394, 1842]
- gezins-g2: (Nieuwe Tonge, Stad en Oostflakkee): [376, 2112, 541, 2125]
- qa-answer-label: Antwoord:: [1300, 1146, 1358, 1159]
- medische-weekend: WEEKEND-DIENST ARTSEN: [131, 1362, 284, 1375]
- apotheek1-tel: Telefoon (01870) 36 66: [156, 1700, 260, 1713]
- truck-illustration: [376, 1423, 767, 1596]
- wijk-row: [350, 1902, 567, 1914]
- article-paragraph: genomen, werd op de Schenkeldijk in gijzeling gezet. Er viel tegen de Duitse overmacht, welke intussen was toegestroomd niets te beginnen. Jan van Nieuwenhuijzen werd door de Duitsers naar de Canadezen gestuurd met de boodschap „dat zij voor de dag moesten komen anders zouden onherroepelijk represaillemaatregelen tegen de gegijzelde burgers worden genomen!” De Canadezen kwamen daarop inderdaad tevoorschijn en volgens P. van Noord sloegen de Duitsers de zojuist gevangen genomen Canadeze militairen niet weinig en lieten hen daarna om een klamp stro in looppas rondgaan. Later werden ze als gevangenen afgevoerd.: [567, 182, 793, 358]
- raad-col-3: [1293, 1099, 1535, 2249]
- qa-heading: VERENPIKKERS: [809, 1864, 903, 1878]
- maat-tel: Telefoon (01870) 51 66: [408, 1954, 509, 1967]
- qa-question: Bestaat er een tijdschrift over oude en nieuwe munten?: [1293, 1119, 1535, 1145]
- wijk-place: Dirksland: [350, 1792, 395, 1805]
- qa-answer-paragraph: [1049, 1285, 1283, 1437]
